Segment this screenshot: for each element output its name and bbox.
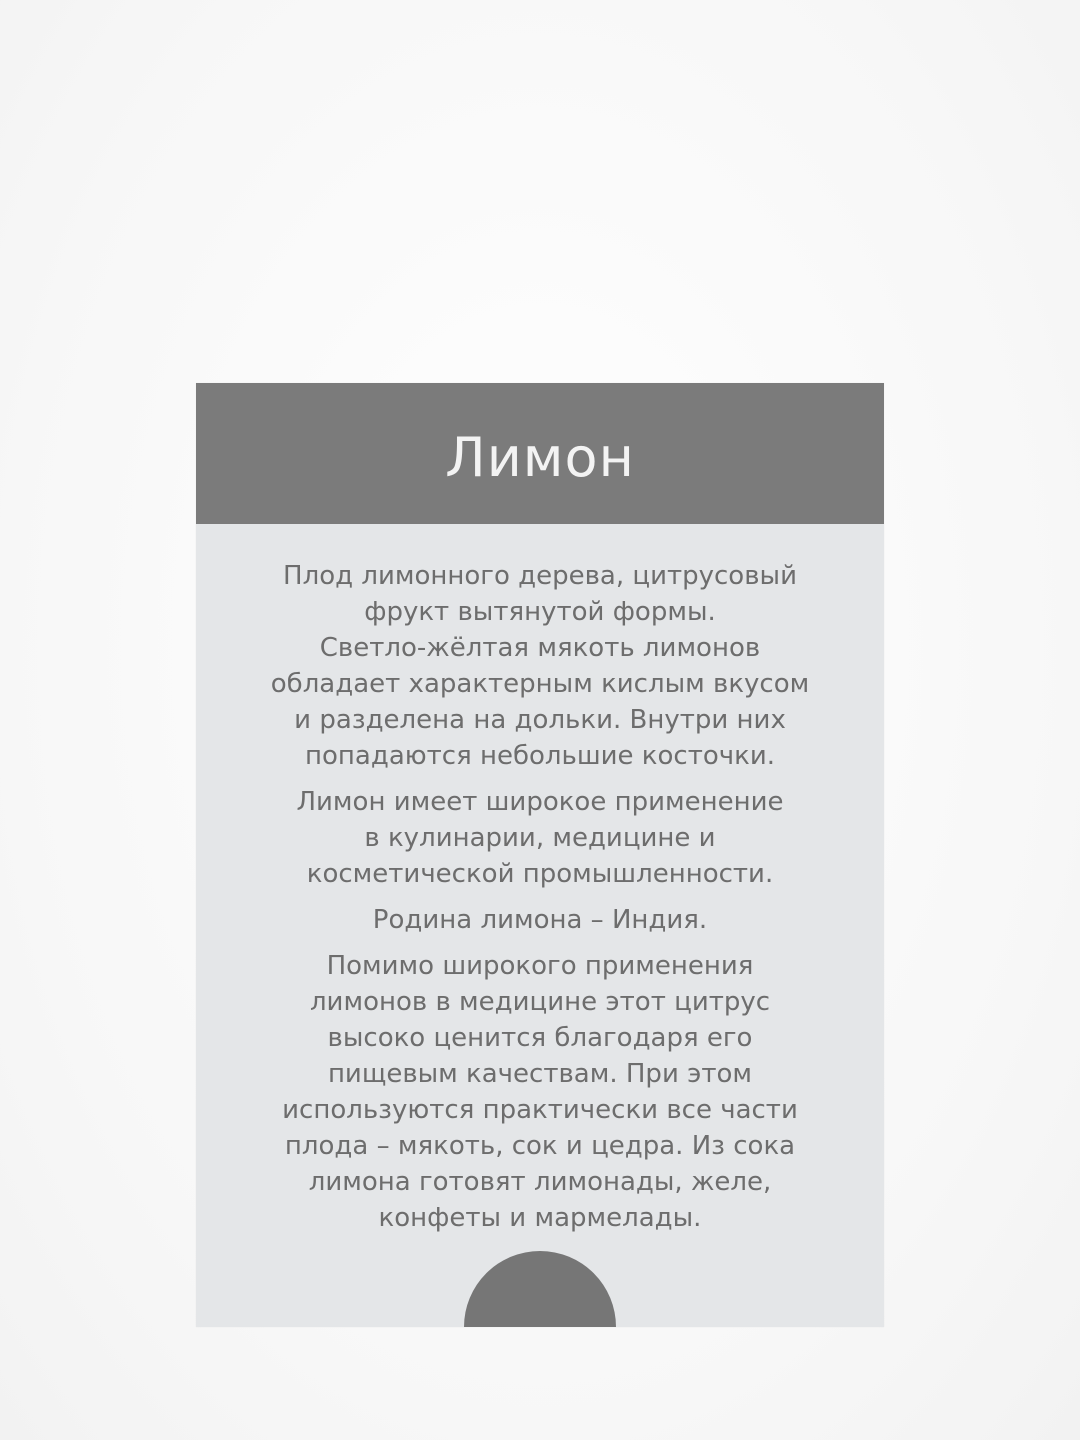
origin-paragraph: [236, 902, 844, 938]
text-line: лимонов в медицине этот цитрус: [309, 987, 771, 1017]
text-line: и разделена на дольки. Внутри них: [294, 705, 786, 735]
text-line: Светло-жёлтая мякоть лимонов: [319, 633, 761, 663]
text-line: Родина лимона – Индия.: [372, 905, 708, 935]
text-line: обладает характерным кислым вкусом: [270, 669, 810, 699]
card-body: [236, 558, 844, 1246]
text-line: Помимо широкого применения: [326, 951, 754, 981]
food-use-paragraph: [236, 948, 844, 1236]
text-line: фрукт вытянутой формы.: [364, 597, 716, 627]
text-line: Лимон имеет широкое применение: [296, 787, 784, 817]
text-line: конфеты и мармелады.: [378, 1203, 702, 1233]
text-line: высоко ценится благодаря его: [327, 1023, 753, 1053]
decorative-half-circle: [464, 1251, 616, 1327]
card-title: Лимон: [445, 426, 635, 489]
text-line: плода – мякоть, сок и цедра. Из сока: [284, 1131, 796, 1161]
text-line: лимона готовят лимонады, желе,: [308, 1167, 772, 1197]
card-header: [196, 383, 884, 524]
lemon-info-card: [196, 383, 884, 1327]
text-line: используются практически все части: [282, 1095, 798, 1125]
usage-paragraph: [236, 784, 844, 892]
text-line: косметической промышленности.: [306, 859, 774, 889]
text-line: пищевым качествам. При этом: [327, 1059, 753, 1089]
text-line: в кулинарии, медицине и: [364, 823, 716, 853]
text-line: попадаются небольшие косточки.: [305, 741, 775, 771]
description-paragraph: [236, 558, 844, 774]
text-line: Плод лимонного дерева, цитрусовый: [283, 561, 797, 591]
